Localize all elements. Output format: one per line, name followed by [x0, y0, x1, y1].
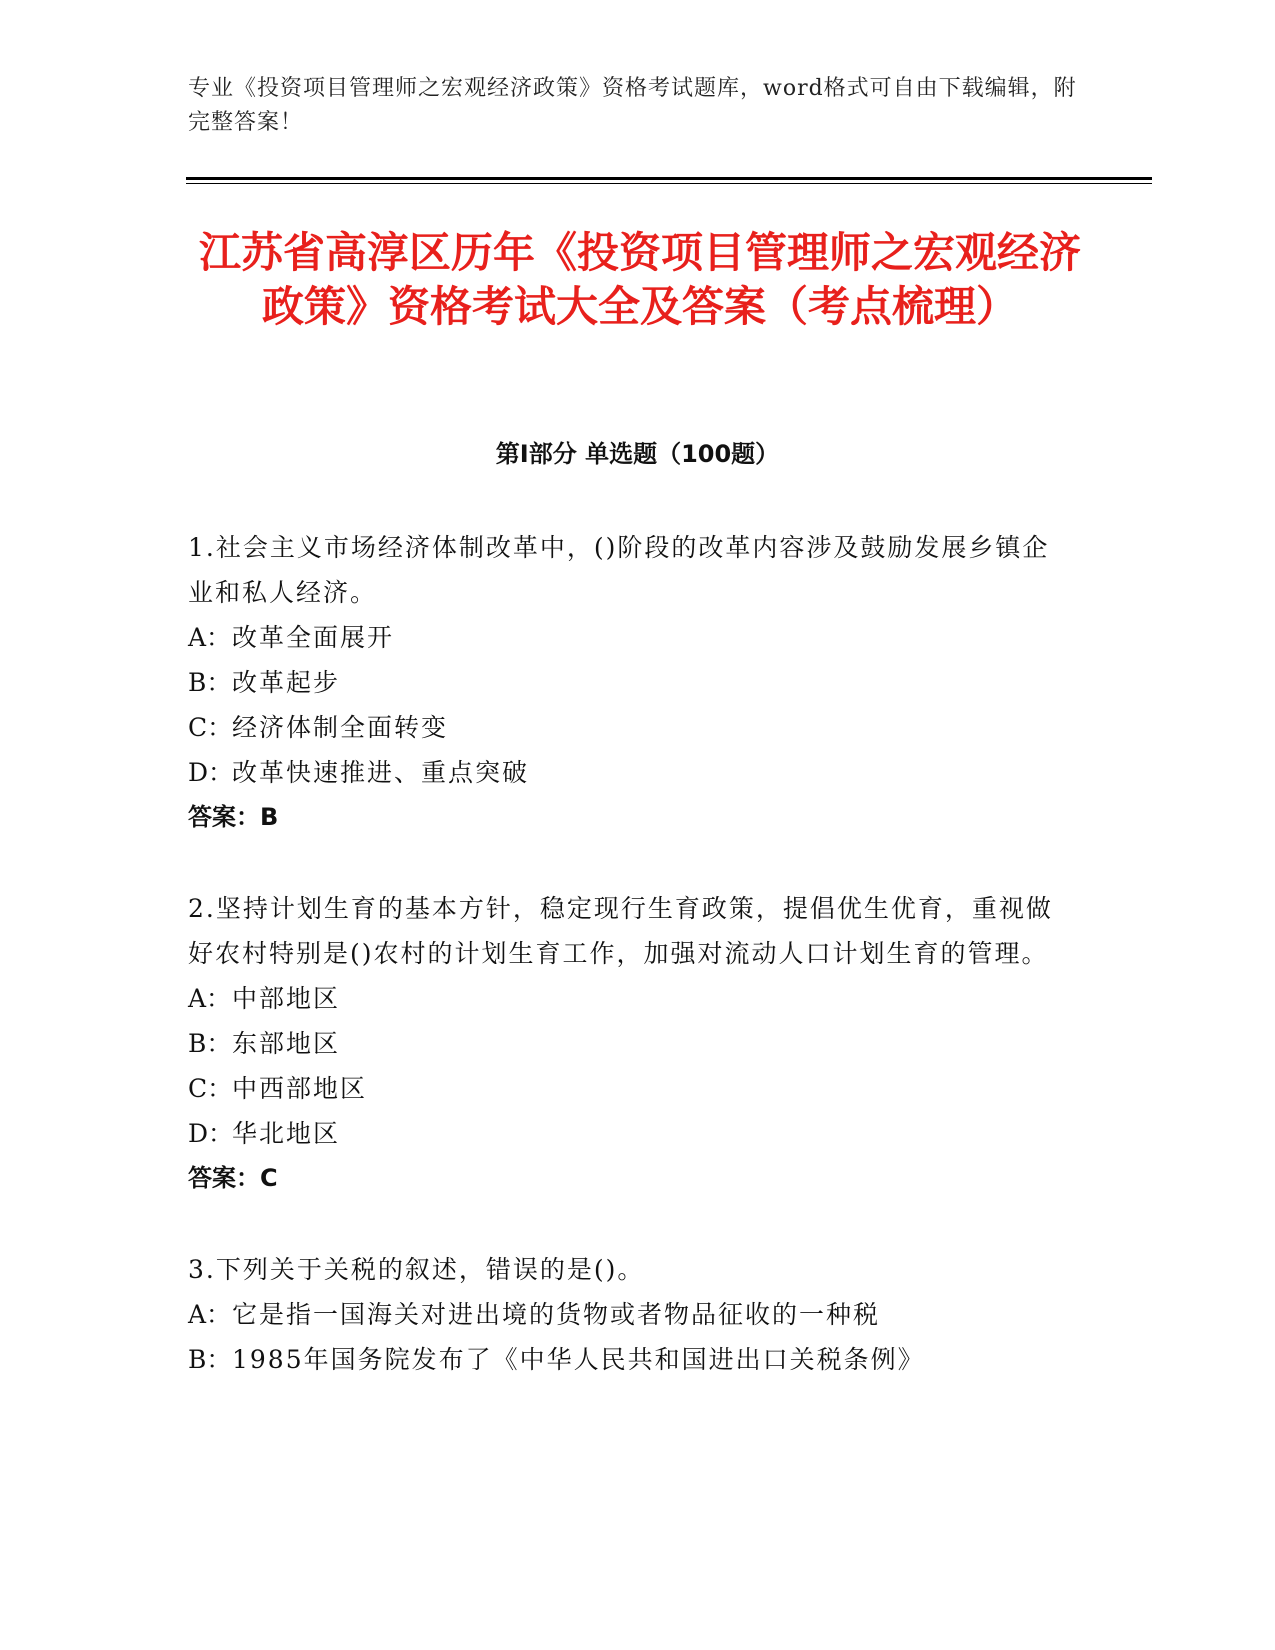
option-key: A： [188, 1300, 232, 1329]
question-stem: 2.坚持计划生育的基本方针，稳定现行生育政策，提倡优生优育，重视做好农村特别是()农村的计划生育工作，加强对流动人口计划生育的管理。 [188, 894, 1053, 968]
option-key: B： [188, 1345, 232, 1374]
option-a [188, 615, 1068, 660]
option-key: C： [188, 1074, 233, 1103]
option-text: 改革起步 [232, 668, 341, 697]
answer: 答案：C [188, 1164, 278, 1192]
option-key: B： [188, 1029, 232, 1058]
question-stem: 3.下列关于关税的叙述，错误的是()。 [188, 1255, 645, 1284]
option-key: C： [188, 713, 233, 742]
question-3 [188, 1247, 1068, 1382]
option-key: D： [188, 758, 234, 787]
header-note: 专业《投资项目管理师之宏观经济政策》资格考试题库，word格式可自由下载编辑，附完整答案！ [188, 76, 1077, 135]
question-list [188, 525, 1068, 1428]
option-key: D： [188, 1119, 234, 1148]
option-a [188, 976, 1068, 1021]
option-text: 改革快速推进、重点突破 [232, 758, 530, 787]
section-heading: 第Ⅰ部分 单选题（100题） [495, 440, 780, 468]
option-text: 它是指一国海关对进出境的货物或者物品征收的一种税 [232, 1300, 881, 1329]
option-text: 改革全面展开 [232, 623, 395, 652]
answer: 答案：B [188, 803, 279, 831]
option-text: 华北地区 [232, 1119, 341, 1148]
option-c [188, 705, 1068, 750]
option-text: 经济体制全面转变 [232, 713, 449, 742]
option-b [188, 1337, 1068, 1382]
option-b [188, 660, 1068, 705]
option-c [188, 1066, 1068, 1111]
header-rule-thin [186, 183, 1152, 184]
question-2 [188, 886, 1068, 1201]
header-rule-thick [186, 177, 1152, 180]
document-title: 江苏省高淳区历年《投资项目管理师之宏观经济政策》资格考试大全及答案（考点梳理） [198, 228, 1081, 331]
question-stem: 1.社会主义市场经济体制改革中，()阶段的改革内容涉及鼓励发展乡镇企业和私人经济。 [188, 533, 1050, 607]
option-text: 1985年国务院发布了《中华人民共和国进出口关税条例》 [232, 1345, 925, 1374]
option-text: 中部地区 [232, 984, 341, 1013]
option-d [188, 750, 1068, 795]
option-d [188, 1111, 1068, 1156]
question-1 [188, 525, 1068, 840]
option-key: A： [188, 984, 232, 1013]
option-key: A： [188, 623, 232, 652]
option-key: B： [188, 668, 232, 697]
option-text: 东部地区 [232, 1029, 341, 1058]
option-text: 中西部地区 [232, 1074, 368, 1103]
option-a [188, 1292, 1068, 1337]
option-b [188, 1021, 1068, 1066]
